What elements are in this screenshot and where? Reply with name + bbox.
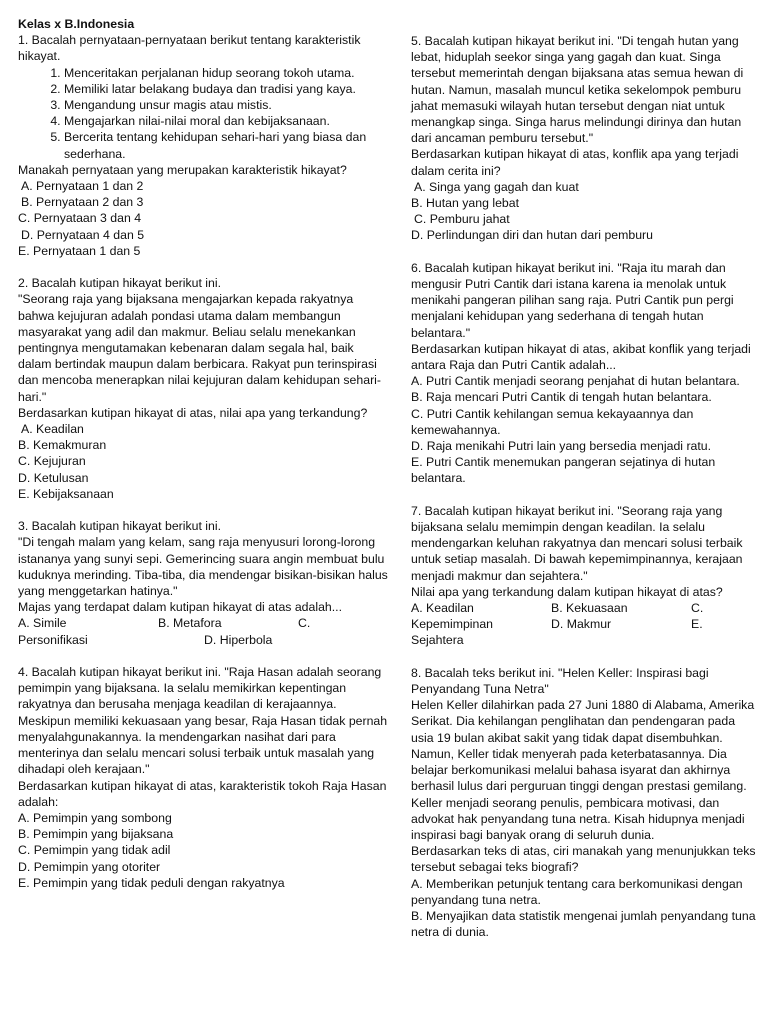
question-1-stem: 1. Bacalah pernyataan-pernyataan berikut tentang karakteristik hikayat.	[18, 33, 361, 64]
answer-option: D. Pernyataan 4 dan 5	[21, 227, 145, 242]
statement-item: 5. Bercerita tentang kehidupan sehari-hari yang biasa dan sederhana.	[64, 129, 388, 161]
answer-option: E.	[691, 617, 703, 632]
answer-option: C. Kejujuran	[18, 454, 86, 469]
answer-option: D. Ketulusan	[18, 470, 89, 485]
question-4-prompt: Berdasarkan kutipan hikayat di atas, karakteristik tokoh Raja Hasan adalah:	[18, 778, 387, 809]
answer-option: D. Raja menikahi Putri lain yang bersedia menjadi ratu.	[411, 439, 712, 454]
statement-item: 3. Mengandung unsur magis atau mistis.	[64, 97, 388, 113]
question-7-prompt: Nilai apa yang terkandung dalam kutipan hikayat di atas?	[411, 584, 723, 599]
worksheet-title: Kelas x B.Indonesia	[18, 17, 135, 31]
statement-item: 2. Memiliki latar belakang budaya dan tradisi yang kaya.	[64, 81, 388, 97]
answer-option: B. Menyajikan data statistik mengenai jumlah penyandang tuna netra di dunia.	[411, 908, 756, 940]
answer-option: A. Keadilan	[21, 422, 84, 437]
answer-option: D. Perlindungan diri dan hutan dari pemburu	[411, 228, 653, 243]
question-2-stem: 2. Bacalah kutipan hikayat berikut ini.	[18, 276, 222, 291]
question-3	[18, 518, 388, 648]
answer-option: C. Putri Cantik kehilangan semua kekayaannya dan kemewahannya.	[411, 406, 694, 437]
question-6	[411, 260, 761, 487]
question-3-options-row	[18, 615, 388, 631]
statement-item: 4. Mengajarkan nilai-nilai moral dan kebijaksanaan.	[64, 113, 388, 129]
statement-item: 1. Menceritakan perjalanan hidup seorang tokoh utama.	[64, 65, 388, 81]
question-7-stem: 7. Bacalah kutipan hikayat berikut ini. "Seorang raja yang bijaksana selalu memimpin dengan keadilan. Ia selalu mendengarkan keluhan rakyatnya dan mencari solusi terbaik untuk setiap masalah. Di bawah kepemimpinannya, kerajaan menjadi makmur dan sejahtera."	[411, 503, 743, 583]
question-2-quote: "Seorang raja yang bijaksana mengajarkan kepada rakyatnya bahwa kejujuran adalah pondasi utama dalam membangun masyarakat yang adil dan makmur. Beliau selalu menekankan pentingnya mengutamakan kebenaran dalam segala hal, baik dalam bertindak maupun dalam berbicara. Rakyat pun terinspirasi dan mencoba menerapkan nilai kejujuran dalam kehidupan sehari-hari."	[18, 292, 381, 404]
question-7	[411, 503, 761, 649]
question-4-stem: 4. Bacalah kutipan hikayat berikut ini. "Raja Hasan adalah seorang pemimpin yang bijaksana. Ia selalu memikirkan kepentingan rakyatnya dan berusaha menjaga keadilan di kerajaannya. Meskipun memiliki kekuasaan yang besar, Raja Hasan tidak pernah menyalahgunakannya. Ia mendengarkan nasihat dari para menterinya dan selalu mencari solusi terbaik untuk masalah yang dihadapi oleh kerajaan."	[18, 665, 388, 777]
question-2	[18, 275, 388, 502]
question-3-prompt: Majas yang terdapat dalam kutipan hikayat di atas adalah...	[18, 600, 343, 615]
answer-option: D. Makmur	[551, 617, 612, 632]
question-7-options-row	[411, 616, 761, 632]
answer-option: C.	[691, 601, 704, 616]
answer-option: Personifikasi	[18, 632, 88, 647]
question-2-prompt: Berdasarkan kutipan hikayat di atas, nilai apa yang terkandung?	[18, 405, 368, 420]
answer-option: E. Kebijaksanaan	[18, 486, 114, 501]
answer-option: A. Pemimpin yang sombong	[18, 810, 172, 825]
answer-option: E. Putri Cantik menemukan pangeran sejatinya di hutan belantara.	[411, 455, 716, 486]
answer-option: A. Memberikan petunjuk tentang cara berkomunikasi dengan penyandang tuna netra.	[411, 876, 743, 907]
question-3-stem: 3. Bacalah kutipan hikayat berikut ini.	[18, 519, 222, 534]
question-8-text: Helen Keller dilahirkan pada 27 Juni 1880 di Alabama, Amerika Serikat. Dia kehilangan penglihatan dan pendengaran pada usia 19 bulan akibat sakit yang tidak dapat disembuhkan. Namun, Keller tidak menyerah pada keterbatasannya. Dia belajar berkomunikasi melalui bahasa isyarat dan akhirnya berhasil lulus dari perguruan tinggi dengan prestasi gemilang. Keller menjadi seorang penulis, pembicara motivasi, dan advokat hak penyandang tuna netra. Kisah hidupnya menjadi inspirasi bagi banyak orang di seluruh dunia.	[411, 698, 755, 842]
answer-option: B. Metafora	[158, 616, 222, 631]
answer-option: B. Hutan yang lebat	[411, 196, 520, 211]
question-8-stem: 8. Bacalah teks berikut ini. "Helen Keller: Inspirasi bagi Penyandang Tuna Netra"	[411, 665, 709, 697]
question-7-options-row	[411, 600, 761, 616]
question-5-prompt: Berdasarkan kutipan hikayat di atas, konflik apa yang terjadi dalam cerita ini?	[411, 147, 739, 178]
answer-option: B. Pernyataan 2 dan 3	[21, 195, 144, 210]
answer-option: C. Pemburu jahat	[414, 212, 510, 227]
answer-option: D. Pemimpin yang otoriter	[18, 859, 161, 874]
answer-option: A. Pernyataan 1 dan 2	[21, 179, 144, 194]
answer-option: Kepemimpinan	[411, 617, 494, 632]
answer-option: A. Simile	[18, 616, 67, 631]
answer-option: A. Singa yang gagah dan kuat	[414, 179, 579, 194]
answer-option: A. Putri Cantik menjadi seorang penjahat di hutan belantara.	[411, 374, 740, 389]
answer-option: C. Pemimpin yang tidak adil	[18, 843, 171, 858]
question-1-statements	[18, 65, 388, 162]
answer-option: D. Hiperbola	[204, 632, 273, 647]
answer-option: B. Raja mencari Putri Cantik di tengah hutan belantara.	[411, 390, 712, 405]
question-5	[411, 33, 761, 244]
answer-option: E. Pemimpin yang tidak peduli dengan rakyatnya	[18, 875, 285, 890]
answer-option: C. Pernyataan 3 dan 4	[18, 211, 142, 226]
question-5-stem: 5. Bacalah kutipan hikayat berikut ini. "Di tengah hutan yang lebat, hiduplah seekor singa yang gagah dan kuat. Singa tersebut memerintah dengan bijaksana atas semua hewan di hutan. Namun, masalah muncul ketika sekelompok pemburu jahat memasuki wilayah hutan tersebut dengan niat untuk menangkap singa. Singa harus melindungi dirinya dan hutan dari ancaman pemburu tersebut."	[411, 34, 744, 146]
right-column	[411, 33, 761, 940]
question-1	[18, 32, 388, 259]
answer-option: B. Kemakmuran	[18, 438, 107, 453]
question-6-prompt: Berdasarkan kutipan hikayat di atas, akibat konflik yang terjadi antara Raja dan Putri Cantik adalah...	[411, 341, 751, 373]
question-4	[18, 664, 388, 891]
question-6-stem: 6. Bacalah kutipan hikayat berikut ini. "Raja itu marah dan mengusir Putri Cantik dari istana karena ia menolak untuk menikahi pangeran pilihan sang raja. Putri Cantik pun pergi menjalani kehidupan yang sederhana di tengah hutan belantara."	[411, 260, 734, 340]
question-3-options-row	[18, 632, 388, 648]
question-8-prompt: Berdasarkan teks di atas, ciri manakah yang menunjukkan teks tersebut sebagai teks biografi?	[411, 844, 756, 875]
answer-option: E. Pernyataan 1 dan 5	[18, 243, 141, 258]
left-column	[18, 16, 388, 891]
question-8	[411, 665, 761, 940]
answer-option: A. Keadilan	[411, 601, 474, 616]
question-1-prompt: Manakah pernyataan yang merupakan karakteristik hikayat?	[18, 162, 347, 177]
question-3-quote: "Di tengah malam yang kelam, sang raja menyusuri lorong-lorong istananya yang sunyi sepi. Gemerincing suara angin membuat bulu kuduknya merinding. Tiba-tiba, dia mendengar bisikan-bisikan halus yang menggetarkan hatinya."	[18, 535, 388, 599]
answer-option: C.	[298, 616, 311, 631]
answer-option: Sejahtera	[411, 633, 464, 648]
answer-option: B. Pemimpin yang bijaksana	[18, 827, 174, 842]
answer-option: B. Kekuasaan	[551, 601, 628, 616]
